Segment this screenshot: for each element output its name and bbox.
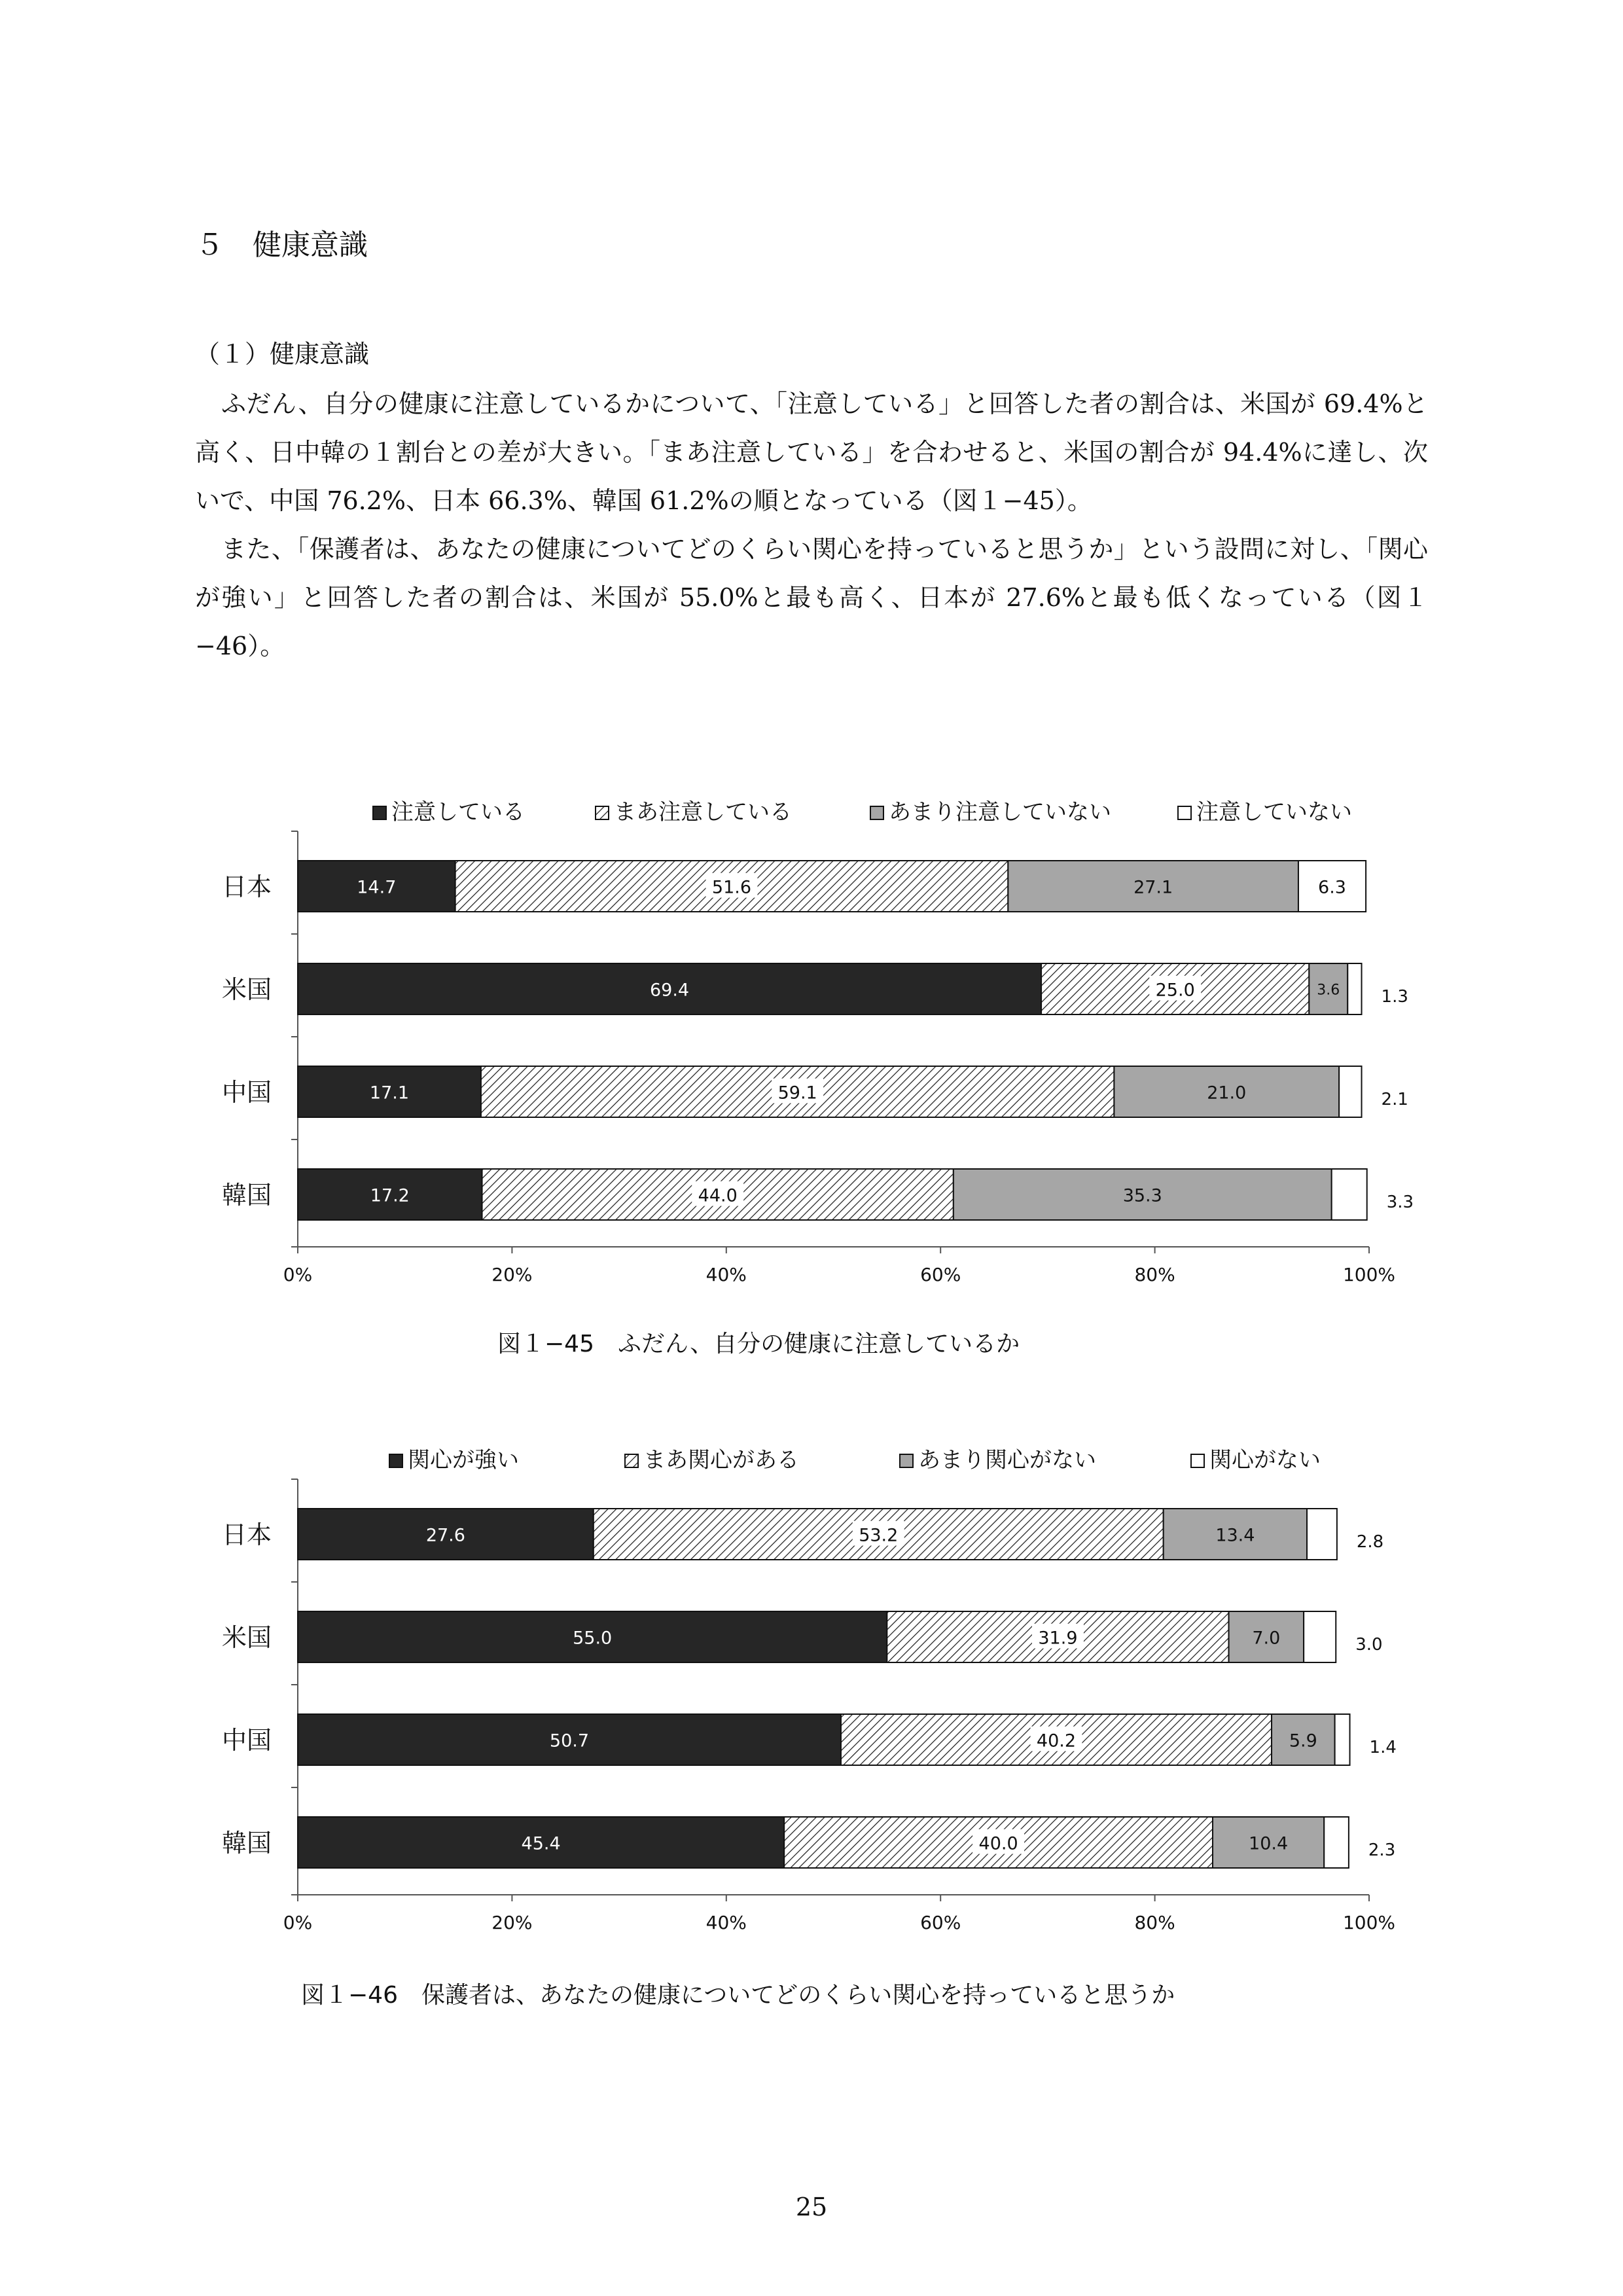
bar-segment — [1347, 963, 1361, 1014]
data-label: 3.6 — [1317, 982, 1340, 999]
legend-swatch — [900, 1454, 913, 1467]
data-label: 59.1 — [777, 1083, 817, 1103]
data-label: 44.0 — [698, 1185, 738, 1206]
data-label: 21.0 — [1207, 1083, 1247, 1103]
data-label: 53.2 — [859, 1525, 899, 1546]
legend-label: 関心がない — [1209, 1447, 1321, 1473]
legend-swatch — [596, 806, 609, 819]
legend-swatch — [1178, 806, 1191, 819]
body-text — [195, 380, 1428, 670]
chart-parent-interest — [0, 1433, 1623, 2022]
x-tick-label: 0% — [283, 1264, 313, 1285]
bar-segment — [1304, 1611, 1336, 1662]
category-label: 米国 — [221, 975, 272, 1004]
section-title: ５ 健康意識 — [195, 228, 368, 262]
category-label: 日本 — [221, 872, 272, 901]
legend-swatch — [1191, 1454, 1204, 1467]
data-label: 2.8 — [1356, 1532, 1384, 1552]
bar-segment — [1307, 1509, 1337, 1560]
data-label: 27.1 — [1133, 877, 1173, 898]
category-label: 米国 — [221, 1623, 272, 1652]
x-tick-label: 0% — [283, 1912, 313, 1933]
legend-label: 関心が強い — [408, 1447, 519, 1473]
legend-label: 注意している — [391, 799, 525, 825]
paragraph: また、「保護者は、あなたの健康についてどのくらい関心を持っていると思うか」という設問に対し、「関心が強い」と回答した者の割合は、米国が 55.0%と最も高く、日本が 27.6%と最も低くなっている（図１−46）。 — [195, 535, 1428, 660]
data-label: 2.1 — [1381, 1090, 1408, 1109]
bar-segment — [1339, 1066, 1361, 1117]
data-label: 2.3 — [1368, 1840, 1396, 1860]
data-label: 3.3 — [1386, 1193, 1414, 1212]
chart-caption: 図１−46 保護者は、あなたの健康についてどのくらい関心を持っていると思うか — [301, 1982, 1175, 2009]
data-label: 55.0 — [573, 1628, 613, 1649]
chart-health-attention — [0, 785, 1623, 1361]
paragraph: ふだん、自分の健康に注意しているかについて、「注意している」と回答した者の割合は、米国が 69.4%と高く、日中韓の１割台との差が大きい。「まあ注意している」を合わせると、米国の割合が 94.4%に達し、次いで、中国 76.2%、日本 66.3%、韓国 61.2%の順となっている（図１−45）。 — [195, 389, 1428, 515]
data-label: 31.9 — [1038, 1628, 1078, 1649]
data-label: 6.3 — [1318, 877, 1347, 898]
legend-label: まあ関心がある — [643, 1447, 799, 1473]
x-tick-label: 40% — [705, 1264, 747, 1285]
bar-segment — [1335, 1714, 1350, 1765]
data-label: 27.6 — [425, 1525, 465, 1546]
data-label: 69.4 — [649, 980, 690, 1001]
data-label: 1.3 — [1381, 987, 1408, 1007]
legend-label: あまり注意していない — [889, 799, 1111, 825]
legend-label: まあ注意している — [614, 799, 792, 825]
x-tick-label: 20% — [491, 1912, 533, 1933]
data-label: 3.0 — [1355, 1635, 1383, 1655]
data-label: 7.0 — [1252, 1628, 1281, 1649]
legend-label: 注意していない — [1196, 799, 1352, 825]
chart-parent-interest-svg — [0, 1433, 1623, 1957]
page-number: 25 — [795, 2193, 828, 2221]
legend-swatch — [625, 1454, 638, 1467]
data-label: 10.4 — [1249, 1833, 1289, 1854]
legend-label: あまり関心がない — [918, 1447, 1096, 1473]
category-label: 韓国 — [221, 1829, 272, 1857]
subsection-title: （１）健康意識 — [195, 340, 370, 368]
x-tick-label: 60% — [920, 1264, 961, 1285]
chart-caption: 図１−45 ふだん、自分の健康に注意しているか — [497, 1331, 1020, 1357]
data-label: 50.7 — [549, 1731, 590, 1751]
data-label: 14.7 — [357, 877, 397, 898]
data-label: 35.3 — [1122, 1185, 1162, 1206]
x-tick-label: 100% — [1342, 1264, 1396, 1285]
category-label: 中国 — [221, 1726, 272, 1755]
category-label: 中国 — [221, 1078, 272, 1107]
data-label: 40.2 — [1036, 1731, 1077, 1751]
data-label: 5.9 — [1289, 1731, 1317, 1751]
category-label: 韓国 — [221, 1181, 272, 1210]
data-label: 17.1 — [369, 1083, 410, 1103]
data-label: 51.6 — [711, 877, 752, 898]
data-label: 25.0 — [1155, 980, 1195, 1001]
data-label: 13.4 — [1215, 1525, 1255, 1546]
data-label: 1.4 — [1369, 1738, 1397, 1757]
legend-swatch — [870, 806, 883, 819]
bar-segment — [1332, 1169, 1367, 1220]
legend-swatch — [389, 1454, 402, 1467]
category-label: 日本 — [221, 1520, 272, 1549]
x-tick-label: 40% — [705, 1912, 747, 1933]
data-label: 45.4 — [521, 1833, 561, 1854]
data-label: 17.2 — [370, 1185, 410, 1206]
bar-segment — [1324, 1817, 1349, 1868]
legend-swatch — [373, 806, 386, 819]
data-label: 40.0 — [978, 1833, 1018, 1854]
x-tick-label: 60% — [920, 1912, 961, 1933]
x-tick-label: 80% — [1134, 1264, 1175, 1285]
chart-health-attention-svg — [0, 785, 1623, 1309]
x-tick-label: 20% — [491, 1264, 533, 1285]
x-tick-label: 80% — [1134, 1912, 1175, 1933]
x-tick-label: 100% — [1342, 1912, 1396, 1933]
